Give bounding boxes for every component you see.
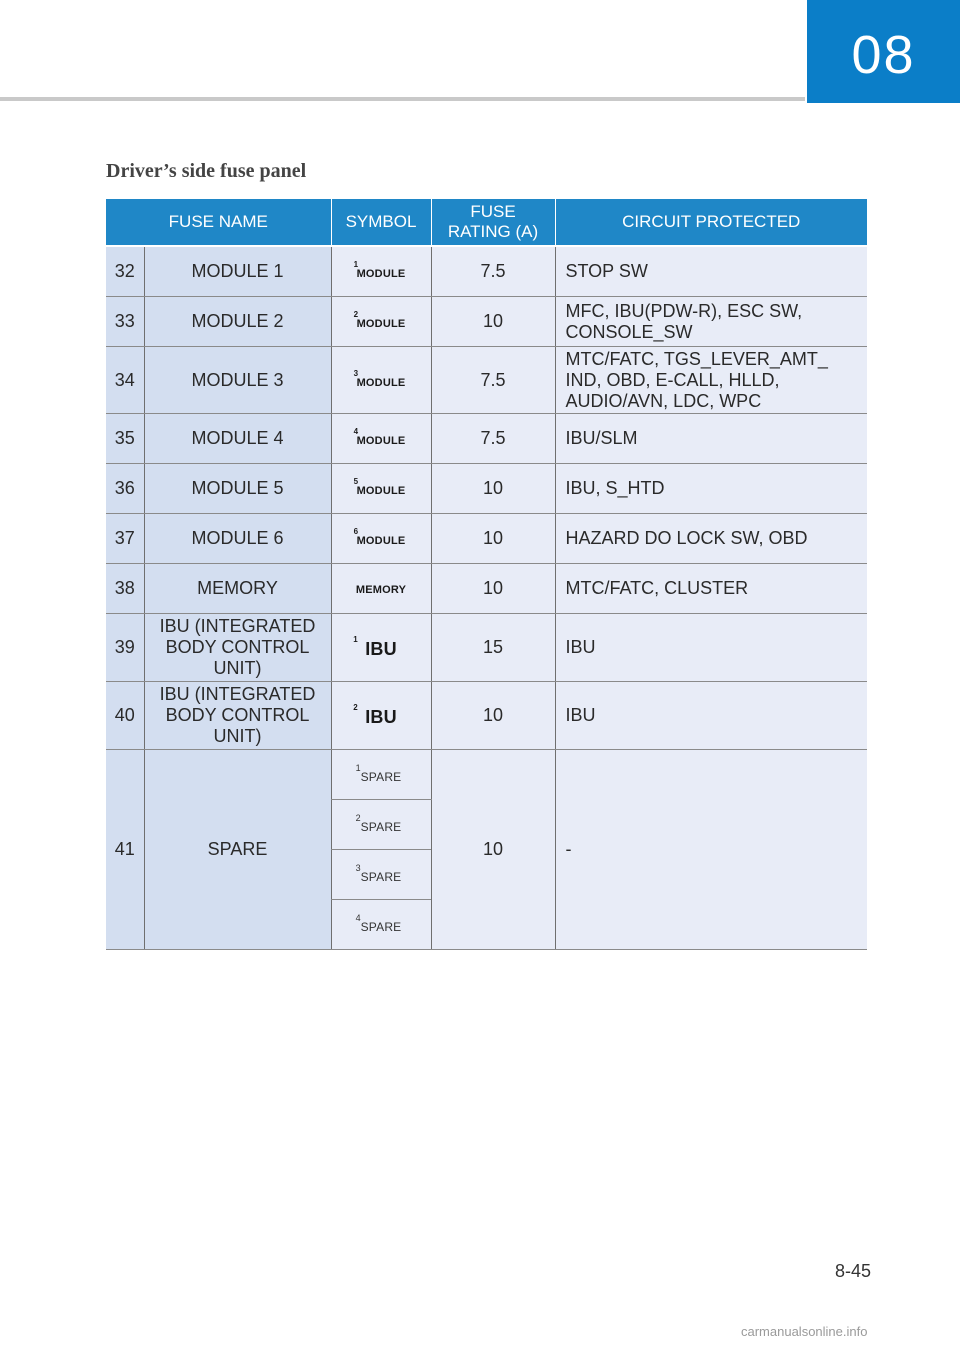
module-symbol-icon — [353, 425, 406, 452]
fuse-symbol-cell — [331, 514, 431, 564]
circuit-protected: - — [555, 750, 867, 950]
section-title: Driver’s side fuse panel — [106, 160, 307, 182]
header-fuse-rating — [431, 199, 555, 246]
fuse-rating: 10 — [431, 750, 555, 950]
fuse-name: MODULE 6 — [144, 514, 331, 564]
fuse-rating: 10 — [431, 514, 555, 564]
symbol-text: MODULE — [356, 268, 406, 280]
fuse-name: MODULE 3 — [144, 347, 331, 414]
circuit-protected: MTC/FATC, TGS_LEVER_AMT_ IND, OBD, E-CALL, HLLD, AUDIO/AVN, LDC, WPC — [555, 347, 867, 414]
table-row — [106, 297, 867, 347]
fuse-symbol-cell — [331, 614, 431, 682]
header-fuse-name: FUSE NAME — [106, 199, 331, 246]
symbol-number: 4 — [355, 913, 361, 923]
fuse-symbol-cell — [331, 750, 431, 800]
symbol-number: 2 — [353, 703, 358, 712]
symbol-text: SPARE — [360, 820, 402, 834]
fuse-symbol-cell — [331, 246, 431, 297]
memory-symbol-icon — [356, 580, 406, 601]
table-row — [106, 464, 867, 514]
fuse-rating: 7.5 — [431, 414, 555, 464]
symbol-text: MODULE — [356, 535, 406, 547]
symbol-number: 1 — [355, 763, 361, 773]
module-symbol-icon — [353, 367, 406, 394]
fuse-rating: 10 — [431, 297, 555, 347]
fuse-name: MODULE 1 — [144, 246, 331, 297]
fuse-symbol-cell — [331, 564, 431, 614]
spare-symbol-icon — [355, 861, 402, 888]
symbol-text: MODULE — [356, 485, 406, 497]
fuse-symbol-cell — [331, 464, 431, 514]
ibu-symbol-icon — [353, 703, 397, 728]
symbol-number: 1 — [353, 260, 359, 269]
fuse-symbol-cell — [331, 850, 431, 900]
header-circuit-protected: CIRCUIT PROTECTED — [555, 199, 867, 246]
symbol-number: 2 — [355, 813, 361, 823]
header-rating-line1: FUSE — [470, 202, 516, 221]
symbol-number: 3 — [355, 863, 361, 873]
symbol-text: SPARE — [360, 870, 402, 884]
watermark: carmanualsonline.info — [741, 1324, 868, 1339]
circuit-protected: IBU — [555, 614, 867, 682]
table-row — [106, 682, 867, 750]
circuit-protected: IBU — [555, 682, 867, 750]
spare-symbol-icon — [355, 811, 402, 838]
fuse-name: IBU (INTEGRATED BODY CONTROL UNIT) — [144, 614, 331, 682]
ibu-symbol-icon — [353, 635, 397, 660]
fuse-name: MEMORY — [144, 564, 331, 614]
circuit-protected: MTC/FATC, CLUSTER — [555, 564, 867, 614]
header-rating-line2: RATING (A) — [447, 222, 539, 241]
table-row — [106, 564, 867, 614]
symbol-text: IBU — [365, 707, 397, 727]
circuit-protected: STOP SW — [555, 246, 867, 297]
fuse-name: IBU (INTEGRATED BODY CONTROL UNIT) — [144, 682, 331, 750]
table-row — [106, 246, 867, 297]
fuse-rating: 10 — [431, 682, 555, 750]
symbol-number: 5 — [353, 477, 359, 486]
table-row — [106, 347, 867, 414]
fuse-symbol-cell — [331, 682, 431, 750]
spare-symbol-icon — [355, 911, 402, 938]
fuse-number: 32 — [106, 246, 144, 297]
table-row — [106, 750, 867, 800]
fuse-number: 37 — [106, 514, 144, 564]
fuse-number: 38 — [106, 564, 144, 614]
fuse-number: 35 — [106, 414, 144, 464]
symbol-number: 1 — [353, 635, 358, 644]
fuse-name: MODULE 2 — [144, 297, 331, 347]
symbol-text: MODULE — [356, 318, 406, 330]
table-row — [106, 614, 867, 682]
symbol-number: 3 — [353, 368, 359, 378]
fuse-number: 39 — [106, 614, 144, 682]
fuse-number: 40 — [106, 682, 144, 750]
symbol-text: MODULE — [356, 376, 406, 389]
fuse-number: 34 — [106, 347, 144, 414]
circuit-protected: IBU/SLM — [555, 414, 867, 464]
symbol-text: MODULE — [356, 435, 406, 447]
table-row — [106, 514, 867, 564]
fuse-name: SPARE — [144, 750, 331, 950]
fuse-symbol-cell — [331, 414, 431, 464]
fuse-name: MODULE 4 — [144, 414, 331, 464]
module-symbol-icon — [353, 525, 406, 552]
table-header-row — [106, 199, 867, 246]
symbol-number: 2 — [353, 310, 359, 319]
fuse-number: 33 — [106, 297, 144, 347]
module-symbol-icon — [353, 258, 406, 285]
circuit-protected: HAZARD DO LOCK SW, OBD — [555, 514, 867, 564]
module-symbol-icon — [353, 475, 406, 502]
fuse-symbol-cell — [331, 297, 431, 347]
fuse-number: 36 — [106, 464, 144, 514]
fuse-rating: 7.5 — [431, 246, 555, 297]
fuse-number: 41 — [106, 750, 144, 950]
table-row — [106, 414, 867, 464]
fuse-symbol-cell — [331, 900, 431, 950]
symbol-number: 4 — [353, 427, 359, 436]
module-symbol-icon — [353, 308, 406, 335]
fuse-table — [106, 199, 867, 950]
fuse-rating: 10 — [431, 564, 555, 614]
fuse-symbol-cell — [331, 347, 431, 414]
symbol-text: SPARE — [360, 920, 402, 934]
symbol-number: 6 — [353, 527, 359, 536]
circuit-protected: IBU, S_HTD — [555, 464, 867, 514]
circuit-protected: MFC, IBU(PDW-R), ESC SW, CONSOLE_SW — [555, 297, 867, 347]
fuse-name: MODULE 5 — [144, 464, 331, 514]
header-symbol: SYMBOL — [331, 199, 431, 246]
fuse-rating: 10 — [431, 464, 555, 514]
fuse-rating: 15 — [431, 614, 555, 682]
symbol-text: MEMORY — [355, 583, 407, 596]
fuse-symbol-cell — [331, 800, 431, 850]
symbol-text: SPARE — [360, 770, 402, 784]
header-rule — [0, 97, 805, 101]
spare-symbol-icon — [355, 761, 402, 788]
symbol-text: IBU — [365, 639, 397, 659]
page-number: 8-45 — [835, 1261, 872, 1281]
chapter-tab: 08 — [807, 0, 960, 103]
fuse-rating: 7.5 — [431, 347, 555, 414]
